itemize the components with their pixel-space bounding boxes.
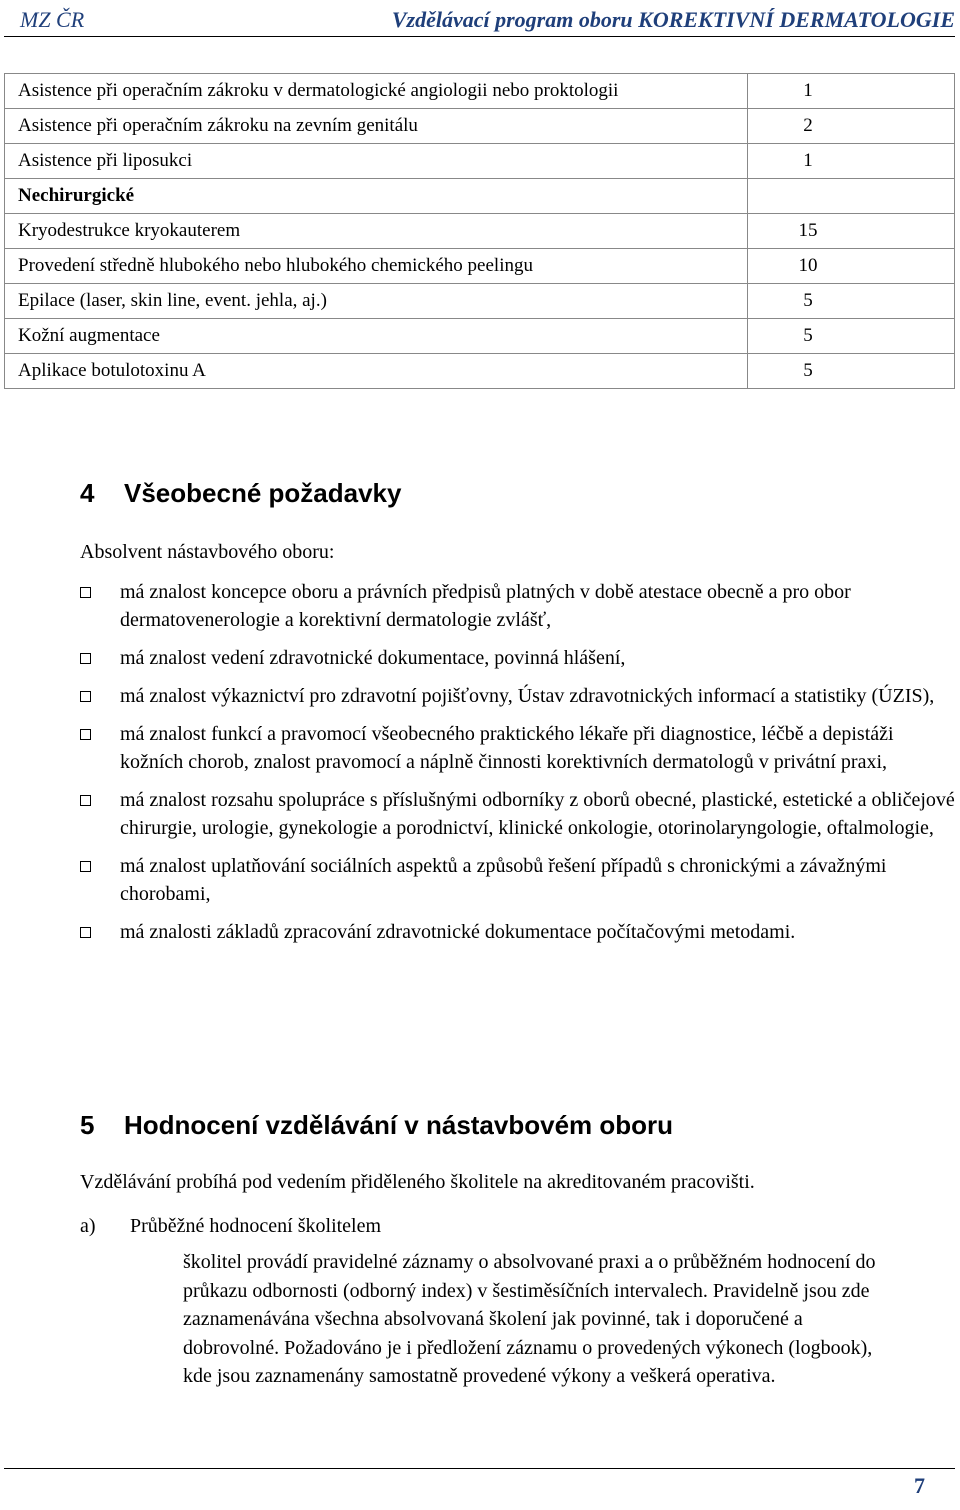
procedure-count	[748, 319, 955, 354]
list-item	[80, 852, 960, 908]
procedure-count-value: 2	[803, 115, 813, 136]
requirements-list	[80, 578, 960, 956]
section-4-intro: Absolvent nástavbového oboru:	[80, 541, 335, 563]
procedure-count-value: 5	[803, 290, 813, 311]
section-number: 5	[80, 1110, 95, 1140]
subsection-a	[80, 1212, 381, 1240]
table-row	[5, 319, 955, 354]
list-item	[80, 644, 960, 672]
procedure-label: Asistence při liposukci	[5, 144, 748, 179]
subsection-title: Průběžné hodnocení školitelem	[130, 1215, 382, 1237]
list-item-text: má znalost rozsahu spolupráce s příslušnými odborníky z oborů obecné, plastické, estetické a obličejové chirurgie, urologie, gynekologie a porodnictví, klinické onkologie, otorinolaryngologie, oftalmologie,	[120, 789, 955, 839]
table-row	[5, 249, 955, 284]
checkbox-bullet-icon	[80, 587, 91, 598]
checkbox-bullet-icon	[80, 861, 91, 872]
procedure-label: Kryodestrukce kryokauterem	[5, 214, 748, 249]
table-section-row	[5, 179, 955, 214]
section-4-heading	[80, 478, 401, 509]
list-item	[80, 682, 960, 710]
procedures-table	[4, 73, 955, 389]
procedure-count	[748, 109, 955, 144]
procedure-count-value: 1	[803, 150, 813, 171]
procedure-count	[748, 284, 955, 319]
procedure-count-value: 15	[798, 220, 818, 241]
section-title: Všeobecné požadavky	[124, 478, 402, 508]
list-item-text: má znalost koncepce oboru a právních předpisů platných v době atestace obecně a pro obor dermatovenerologie a korektivní dermatologie zvlášť,	[120, 581, 851, 631]
procedure-count-value: 1	[803, 80, 813, 101]
procedure-count	[748, 144, 955, 179]
procedure-count-value: 10	[798, 255, 818, 276]
subsection-text: školitel provádí pravidelné záznamy o absolvované praxi a o průběžném hodnocení do průkazu odbornosti (odborný index) v šestiměsíčních intervalech. Pravidelně jsou zde zaznamenávána všechna absolvovaná školení jak povinné, tak i doporučené a dobrovolné. Požadováno je i předložení záznamu o provedených výkonech (logbook), kde jsou zaznamenány samostatně provedené výkony a veškerá operativa.	[183, 1251, 876, 1387]
subsection-marker: a)	[80, 1215, 96, 1237]
list-item-text: má znalost uplatňování sociálních aspektů a způsobů řešení případů s chronickými a závažnými chorobami,	[120, 855, 887, 905]
header-ministry: MZ ČR	[20, 7, 85, 32]
procedure-count	[748, 214, 955, 249]
section-5-intro: Vzdělávání probíhá pod vedením přiděleného školitele na akreditovaném pracovišti.	[80, 1171, 755, 1193]
list-item-text: má znalosti základů zpracování zdravotnické dokumentace počítačovými metodami.	[120, 921, 796, 943]
list-item	[80, 720, 960, 776]
procedure-count	[748, 74, 955, 109]
page-header	[4, 2, 955, 37]
checkbox-bullet-icon	[80, 653, 91, 664]
procedure-count	[748, 179, 955, 214]
page-number: 7	[914, 1473, 925, 1498]
procedure-label: Asistence při operačním zákroku na zevním genitálu	[5, 109, 748, 144]
procedure-label: Aplikace botulotoxinu A	[5, 354, 748, 389]
table-row	[5, 284, 955, 319]
checkbox-bullet-icon	[80, 795, 91, 806]
procedure-label: Kožní augmentace	[5, 319, 748, 354]
section-title: Hodnocení vzdělávání v nástavbovém oboru	[124, 1110, 674, 1140]
list-item-text: má znalost vedení zdravotnické dokumentace, povinná hlášení,	[120, 647, 626, 669]
list-item	[80, 786, 960, 842]
checkbox-bullet-icon	[80, 729, 91, 740]
table-row	[5, 109, 955, 144]
checkbox-bullet-icon	[80, 927, 91, 938]
procedure-count-value: 5	[803, 325, 813, 346]
procedure-label: Nechirurgické	[5, 179, 748, 214]
list-item-text: má znalost funkcí a pravomocí všeobecného praktického lékaře při diagnostice, léčbě a depistáži kožních chorob, znalost pravomocí a náplně činnosti korektivních dermatologů v privátní praxi,	[120, 723, 894, 773]
list-item	[80, 578, 960, 634]
section-number: 4	[80, 478, 95, 508]
table-row	[5, 144, 955, 179]
list-item-text: má znalost výkaznictví pro zdravotní pojišťovny, Ústav zdravotnických informací a statistiky (ÚZIS),	[120, 685, 935, 707]
table-row	[5, 74, 955, 109]
procedure-count-value: 5	[803, 360, 813, 381]
header-program-title: Vzdělávací program oboru KOREKTIVNÍ DERMATOLOGIE	[391, 7, 955, 32]
procedure-count	[748, 354, 955, 389]
procedure-label: Asistence při operačním zákroku v dermatologické angiologii nebo proktologii	[5, 74, 748, 109]
procedure-count	[748, 249, 955, 284]
section-5-heading	[80, 1110, 673, 1141]
table-row	[5, 354, 955, 389]
procedure-label: Epilace (laser, skin line, event. jehla, aj.)	[5, 284, 748, 319]
page-footer	[4, 1468, 955, 1507]
list-item	[80, 918, 960, 946]
procedure-label: Provedení středně hlubokého nebo hlubokého chemického peelingu	[5, 249, 748, 284]
table-row	[5, 214, 955, 249]
checkbox-bullet-icon	[80, 691, 91, 702]
